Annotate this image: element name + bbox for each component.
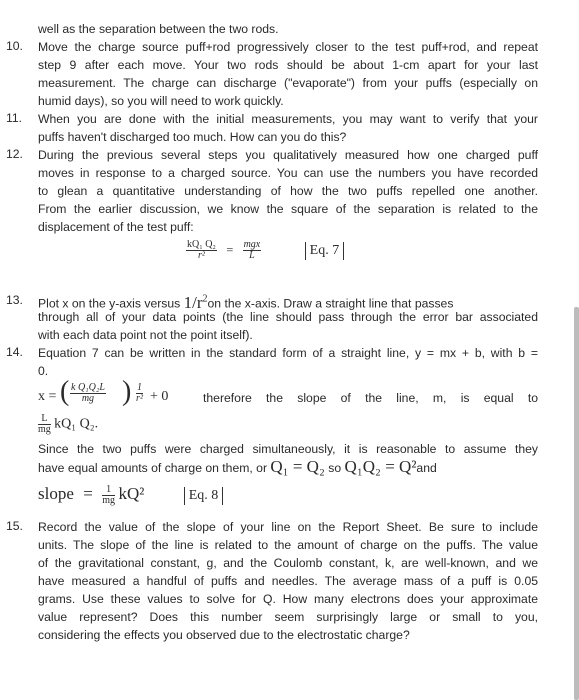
text-line: through all of your data points (the line should pass through the error bar associated bbox=[38, 310, 538, 324]
text-line: considering the effects you observed due to the electrostatic charge? bbox=[38, 628, 410, 642]
text-line: measurement. The charge can discharge ("evaporate") from your puffs (especially on bbox=[38, 76, 538, 90]
eq7-equals: = bbox=[226, 242, 234, 257]
equation-7 bbox=[186, 240, 344, 261]
text-line: When you are done with the initial measurements, you may want to verify that your bbox=[38, 112, 538, 126]
step-number: 15. bbox=[6, 519, 23, 533]
text-line bbox=[38, 459, 538, 479]
eq14-lhs: x = bbox=[38, 389, 57, 404]
text-fragment: and bbox=[416, 461, 437, 475]
step-number: 13. bbox=[6, 293, 23, 307]
step-number: 11. bbox=[6, 111, 23, 125]
text-line: value represent? Does this number seem surprisingly large or small to you, bbox=[38, 610, 538, 624]
text-line: displacement of the test puff: bbox=[38, 220, 194, 234]
text-line: From the earlier discussion, we know the square of the separation is related to the bbox=[38, 202, 538, 216]
math-text: 1/r bbox=[183, 292, 203, 312]
slope-numerator: L bbox=[38, 414, 51, 425]
step-number: 12. bbox=[6, 147, 23, 161]
text-fragment: therefore the slope of the line, m, is equal to bbox=[203, 391, 538, 405]
text-fragment: so bbox=[328, 461, 342, 475]
step-number: 10. bbox=[6, 39, 23, 53]
text-line: Since the two puffs were charged simultaneously, it is reasonable to assume they bbox=[38, 442, 538, 456]
right-paren: ) bbox=[122, 376, 132, 407]
slope-expression bbox=[38, 414, 98, 435]
vertical-scrollbar[interactable] bbox=[574, 307, 579, 700]
equation-14 bbox=[38, 376, 538, 414]
equation-8 bbox=[38, 484, 223, 506]
eq8-rhs: kQ² bbox=[118, 484, 145, 503]
text-line: 0. bbox=[38, 364, 49, 378]
text-line: of the gravitational constant, g, and the Coulomb constant, k, are well-known, and we bbox=[38, 556, 538, 570]
eq7-rhs-numerator: mgx bbox=[243, 239, 261, 250]
text-line: Equation 7 can be written in the standard form of a straight line, y = mx + b, with b = bbox=[38, 346, 538, 360]
text-line: Record the value of the slope of your line on the Report Sheet. Be sure to include bbox=[38, 520, 538, 534]
math-q-equal: Q₁ = Q₂ bbox=[270, 457, 325, 476]
eq14-one: 1 bbox=[137, 382, 142, 393]
eq14-inverse-r2 bbox=[136, 383, 143, 404]
eq14-plus-zero: + 0 bbox=[150, 389, 169, 404]
eq14-denominator: mg bbox=[81, 393, 95, 404]
eq8-numerator: 1 bbox=[102, 485, 115, 496]
left-paren: ( bbox=[60, 376, 70, 407]
text-line: have measured a handful of puffs and needles. The average mass of a puff is 0.05 bbox=[38, 574, 538, 588]
text-fragment: Plot x on the y-axis versus bbox=[38, 296, 181, 311]
slope-fraction bbox=[38, 414, 51, 435]
eq7-numerator: kQ₁ Q₂ bbox=[187, 239, 216, 250]
eq7-rhs-denominator: L bbox=[249, 250, 255, 261]
step-number: 14. bbox=[6, 345, 23, 359]
text-line: well as the separation between the two rods. bbox=[38, 22, 279, 36]
eq8-denominator: mg bbox=[102, 495, 116, 507]
eq7-denominator: r² bbox=[198, 250, 205, 261]
text-line: puffs haven't discharged too much. How can you do this? bbox=[38, 130, 347, 144]
eq7-tag: Eq. 7 bbox=[305, 242, 345, 260]
text-line: step 9 after each move. Your two rods should be about 1-cm apart for your last bbox=[38, 58, 538, 72]
text-line: moves in response to a charged source. You can use the numbers you have recorded bbox=[38, 166, 538, 180]
text-line: humid days), so you will need to work quickly. bbox=[38, 94, 284, 108]
text-line: with each data point not the point itself). bbox=[38, 328, 253, 342]
text-fragment: have equal amounts of charge on them, or bbox=[38, 461, 267, 475]
math-q-product: Q₁Q₂ = Q² bbox=[344, 457, 417, 476]
eq8-tag: Eq. 8 bbox=[184, 487, 224, 505]
slope-denominator: mg bbox=[38, 424, 51, 435]
slope-kq: kQ₁ Q₂. bbox=[54, 416, 99, 432]
text-line: units. The slope of the line is related to the amount of charge on the puffs. The value bbox=[38, 538, 538, 552]
eq8-equals: = bbox=[83, 484, 93, 503]
eq14-r2: r² bbox=[136, 393, 143, 404]
eq8-fraction bbox=[102, 485, 115, 506]
text-line: grams. Use these values to solve for Q. How many electrons does your approximate bbox=[38, 592, 538, 606]
text-line: Move the charge source puff+rod progressively closer to the test puff+rod, and repeat bbox=[38, 40, 538, 54]
math-sup: 2 bbox=[202, 293, 208, 304]
eq8-lhs: slope bbox=[38, 484, 74, 503]
text-fragment: on the x-axis. Draw a straight line that passes bbox=[207, 296, 454, 311]
eq7-rhs-fraction bbox=[243, 240, 262, 261]
eq14-fraction bbox=[70, 383, 106, 404]
eq14-numerator: k Q₁Q₂L bbox=[71, 382, 105, 393]
eq7-lhs-fraction bbox=[186, 240, 217, 261]
text-line: to glean a quantitative understanding of how the two puffs repelled one another. bbox=[38, 184, 538, 198]
text-line: During the previous several steps you qualitatively measured how one charged puff bbox=[38, 148, 538, 162]
